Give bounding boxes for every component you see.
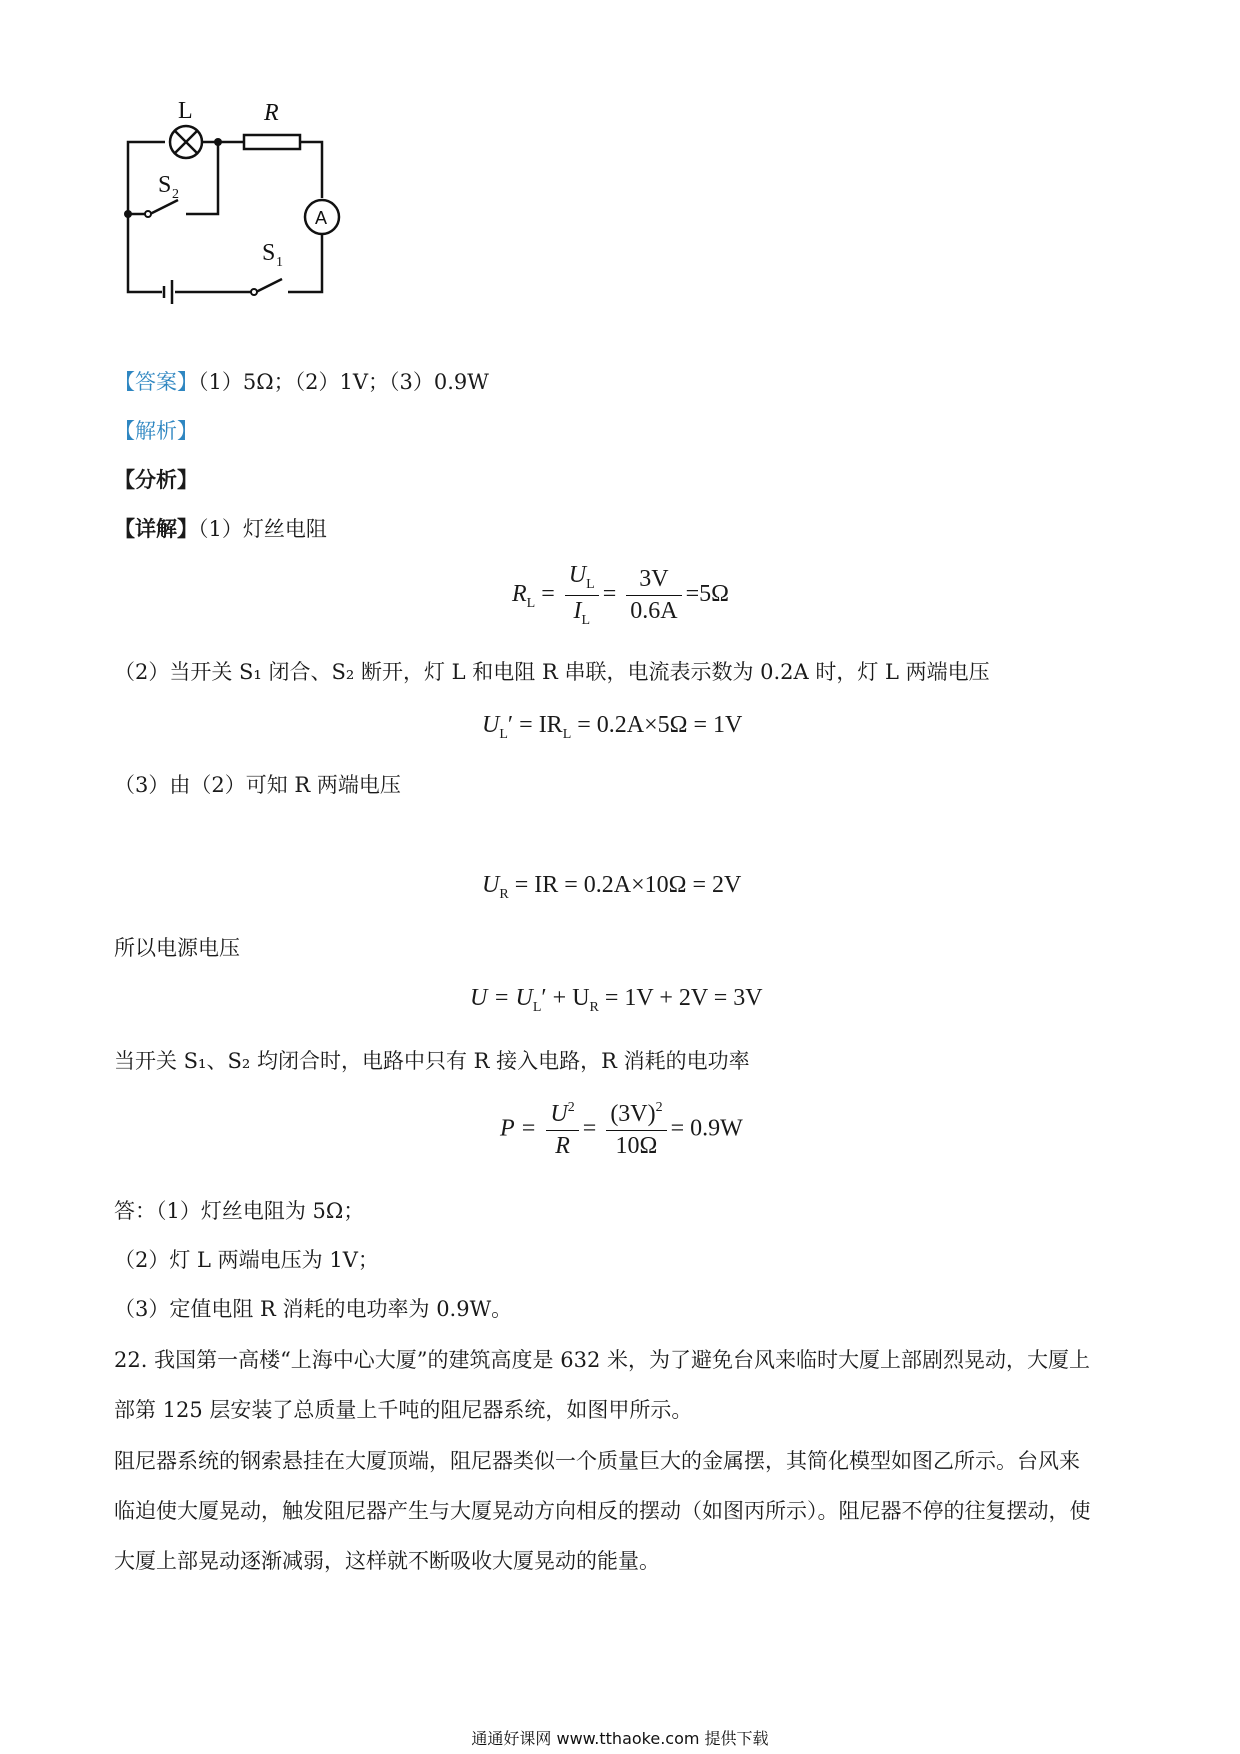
equation-resistor-voltage: $U_R$ = IR = 0.2A×10Ω = 2V (482, 872, 742, 902)
q22-line-3: 阻尼器系统的钢索悬挂在大厦顶端，阻尼器类似一个质量巨大的金属摆，其简化模型如图乙所示。台风来 (114, 1449, 1080, 1473)
resistor-symbol (244, 135, 300, 149)
conclusion-3: （3）定值电阻 R 消耗的电功率为 0.9W。 (114, 1297, 513, 1321)
answer-tag: 【答案】 (114, 370, 198, 394)
paragraph-4: 所以电源电压 (114, 936, 240, 960)
ammeter-label: A (315, 208, 328, 228)
paragraph-5: 当开关 S₁、S₂ 均闭合时，电路中只有 R 接入电路，R 消耗的电功率 (114, 1049, 750, 1073)
switch1-label: S (262, 240, 276, 266)
equation-resistance: $R_L$ = $\frac{U_L}{I_L}$ = $\frac{3V}{0.6A}$ =5Ω (512, 562, 729, 628)
page-footer: 通通好课网 www.tthaoke.com 提供下载 (471, 1729, 769, 1748)
q22-line-2: 部第 125 层安装了总质量上千吨的阻尼器系统，如图甲所示。 (114, 1398, 693, 1422)
switch2-label: S (158, 172, 172, 198)
circuit-diagram (110, 100, 390, 355)
answer-text: （1）5Ω；（2）1V；（3）0.9W (198, 370, 489, 394)
resistor-label: R (264, 100, 279, 126)
conclusion-2: （2）灯 L 两端电压为 1V； (114, 1248, 379, 1272)
switch1-sub: 1 (276, 255, 283, 270)
q22-line-4: 临迫使大厦晃动，触发阻尼器产生与大厦晃动方向相反的摆动（如图丙所示）。阻尼器不停的往复摆动，使 (114, 1499, 1091, 1523)
fenxi-heading: 【分析】 (114, 467, 198, 492)
detail-line: 【详解】（1）灯丝电阻 (114, 516, 327, 541)
answer-line (114, 367, 489, 397)
paragraph-2: （2）当开关 S₁ 闭合、S₂ 断开，灯 L 和电阻 R 串联，电流表示数为 0.2A 时，灯 L 两端电压 (114, 660, 990, 684)
analysis-heading: 【解析】 (114, 419, 198, 443)
equation-source-voltage: $U = U_L' + U_R = 1V + 2V = 3V$ (470, 985, 763, 1015)
lamp-label: L (178, 100, 193, 124)
equation-lamp-voltage: $U_L' = IR_L = 0.2A\times 5\Omega = 1V$ (482, 712, 743, 742)
conclusion-1: 答：（1）灯丝电阻为 5Ω； (114, 1199, 365, 1223)
q22-line-5: 大厦上部晃动逐渐减弱，这样就不断吸收大厦晃动的能量。 (114, 1549, 660, 1573)
paragraph-3: （3）由（2）可知 R 两端电压 (114, 773, 401, 797)
equation-power: P = $\frac{U^2}{R}$ = $\frac{(3V)^2}{10\Omega}$ = 0.9W (500, 1100, 743, 1159)
q22-line-1: 22. 我国第一高楼“上海中心大厦”的建筑高度是 632 米，为了避免台风来临时大厦上部剧烈晃动，大厦上 (114, 1348, 1090, 1372)
switch2-sub: 2 (172, 187, 179, 202)
